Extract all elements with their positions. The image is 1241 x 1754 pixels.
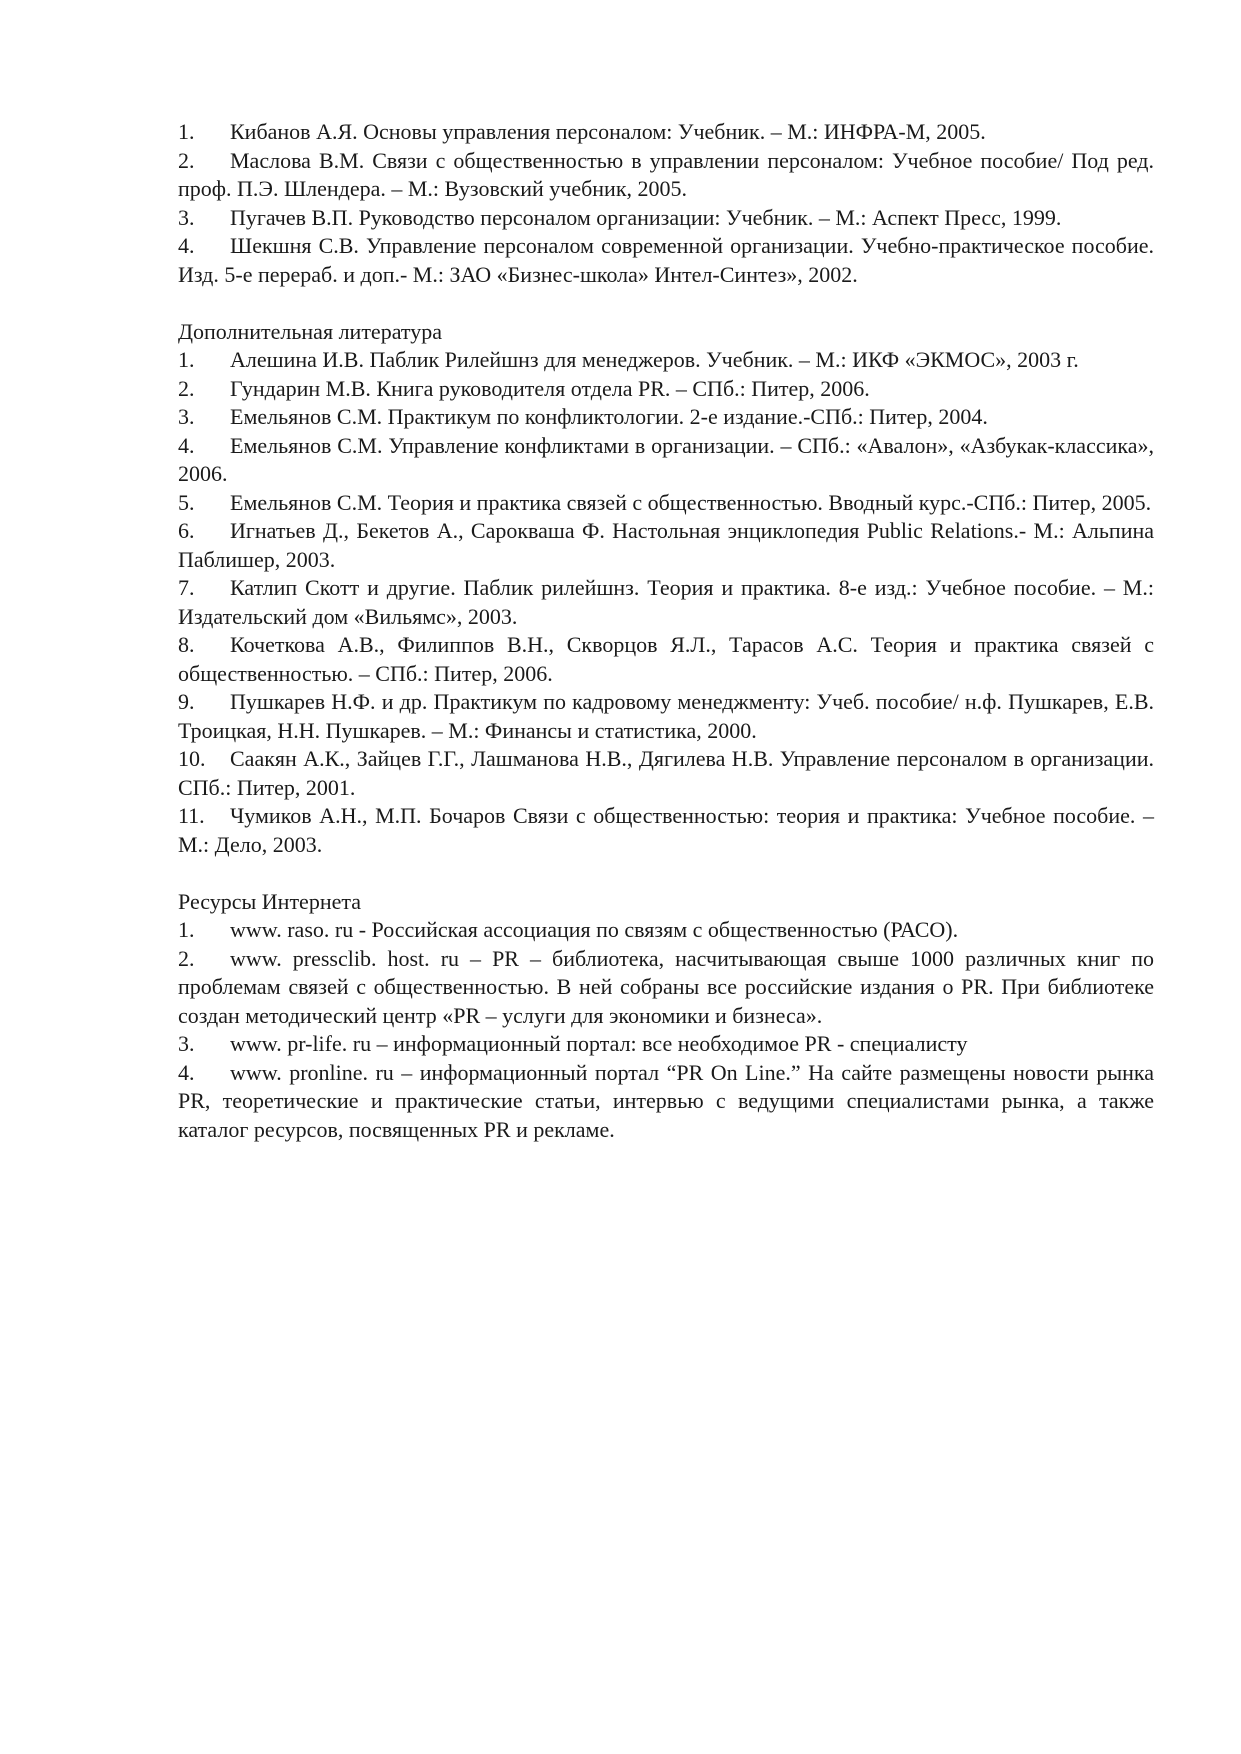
item-text: Саакян А.К., Зайцев Г.Г., Лашманова Н.В., Дягилева Н.В. Управление персоналом в организации. СПб.: Питер, 2001. [178, 746, 1154, 800]
item-text: Кочеткова А.В., Филиппов В.Н., Скворцов Я.Л., Тарасов А.С. Теория и практика связей с общественностью. – СПб.: Питер, 2006. [178, 632, 1154, 686]
item-number: 5. [178, 489, 195, 515]
item-number: 3. [178, 204, 195, 230]
item-number: 8. [178, 632, 195, 657]
list-item [178, 517, 1154, 574]
item-text: www. pressclib. host. ru – PR – библиотека, насчитывающая свыше 1000 различных книг по проблемам связей с общественностью. В ней собраны все российские издания о PR. При библиотеке создан методический центр «PR – услуги для экономики и бизнеса». [178, 945, 1154, 1028]
item-number: 1. [178, 119, 195, 144]
item-number: 2. [178, 945, 195, 971]
section-spacer [178, 289, 1154, 318]
list-item [178, 346, 1154, 375]
item-text: Маслова В.М. Связи с общественностью в управлении персоналом: Учебное пособие/ Под ред. проф. П.Э. Шлендера. – М.: Вузовский учебник, 2005. [178, 147, 1154, 201]
section-spacer [178, 859, 1154, 888]
item-text: Чумиков А.Н., М.П. Бочаров Связи с общественностью: теория и практика: Учебное пособие. – М.: Дело, 2003. [178, 803, 1154, 857]
list-item [178, 375, 1154, 404]
list-item [178, 688, 1154, 745]
list-item [178, 802, 1154, 859]
item-number: 10. [178, 746, 206, 771]
item-number: 2. [178, 375, 195, 401]
item-number: 9. [178, 689, 195, 714]
item-number: 7. [178, 575, 195, 600]
item-text: Гундарин М.В. Книга руководителя отдела PR. – СПб.: Питер, 2006. [230, 375, 870, 401]
list-item [178, 403, 1154, 432]
item-text: Кибанов А.Я. Основы управления персоналом: Учебник. – М.: ИНФРА-М, 2005. [230, 119, 986, 144]
item-text: www. pronline. ru – информационный портал “PR On Line.” На сайте размещены новости рынка PR, теоретические и практические статьи, интервью с ведущими специалистами рынка, а также каталог ресурсов, посвященных PR и рекламе. [178, 1059, 1154, 1142]
item-text: Алешина И.В. Паблик Рилейшнз для менеджеров. Учебник. – М.: ИКФ «ЭКМОС», 2003 г. [230, 347, 1079, 372]
section-heading: Ресурсы Интернета [178, 888, 362, 914]
list-item [178, 745, 1154, 802]
list-item [178, 1059, 1154, 1145]
main-literature-list [178, 118, 1154, 289]
additional-literature-section [178, 318, 1154, 860]
item-text: Шекшня С.В. Управление персоналом современной организации. Учебно-практическое пособие. Изд. 5-е перераб. и доп.- М.: ЗАО «Бизнес-школа» Интел-Синтез», 2002. [178, 233, 1154, 287]
item-number: 1. [178, 917, 195, 942]
item-number: 4. [178, 432, 195, 458]
item-text: Емельянов С.М. Управление конфликтами в организации. – СПб.: «Авалон», «Азбукак-классика», 2006. [178, 432, 1154, 486]
list-item [178, 574, 1154, 631]
item-text: Емельянов С.М. Теория и практика связей с общественностью. Вводный курс.-СПб.: Питер, 2005. [230, 489, 1152, 515]
item-text: Игнатьев Д., Бекетов А., Сарокваша Ф. Настольная энциклопедия Public Relations.- М.: Альпина Паблишер, 2003. [178, 518, 1154, 572]
item-number: 1. [178, 347, 195, 372]
section-heading: Дополнительная литература [178, 318, 442, 344]
list-item [178, 945, 1154, 1031]
list-item [178, 631, 1154, 688]
item-text: www. raso. ru - Российская ассоциация по связям с общественностью (РАСО). [230, 917, 959, 942]
item-text: Пушкарев Н.Ф. и др. Практикум по кадровому менеджменту: Учеб. пособие/ н.ф. Пушкарев, Е.В. Троицкая, Н.Н. Пушкарев. – М.: Финансы и статистика, 2000. [178, 689, 1154, 743]
list-item [178, 1030, 1154, 1059]
item-number: 4. [178, 1059, 195, 1085]
list-item [178, 232, 1154, 289]
list-item [178, 204, 1154, 233]
list-item [178, 118, 1154, 147]
item-text: www. pr-life. ru – информационный портал: все необходимое PR - специалисту [230, 1031, 968, 1056]
item-number: 2. [178, 147, 195, 173]
list-item [178, 916, 1154, 945]
item-text: Пугачев В.П. Руководство персоналом организации: Учебник. – М.: Аспект Пресс, 1999. [230, 204, 1062, 230]
item-number: 3. [178, 404, 195, 429]
list-item [178, 432, 1154, 489]
item-number: 4. [178, 233, 195, 258]
item-number: 3. [178, 1031, 195, 1056]
item-number: 6. [178, 518, 195, 543]
item-number: 11. [178, 803, 205, 828]
item-text: Катлип Скотт и другие. Паблик рилейшнз. Теория и практика. 8-е изд.: Учебное пособие. – М.: Издательский дом «Вильямс», 2003. [178, 575, 1154, 629]
item-text: Емельянов С.М. Практикум по конфликтологии. 2-е издание.-СПб.: Питер, 2004. [230, 404, 988, 429]
document-content [178, 118, 1154, 1144]
list-item [178, 147, 1154, 204]
internet-resources-section [178, 888, 1154, 1145]
list-item [178, 489, 1154, 518]
